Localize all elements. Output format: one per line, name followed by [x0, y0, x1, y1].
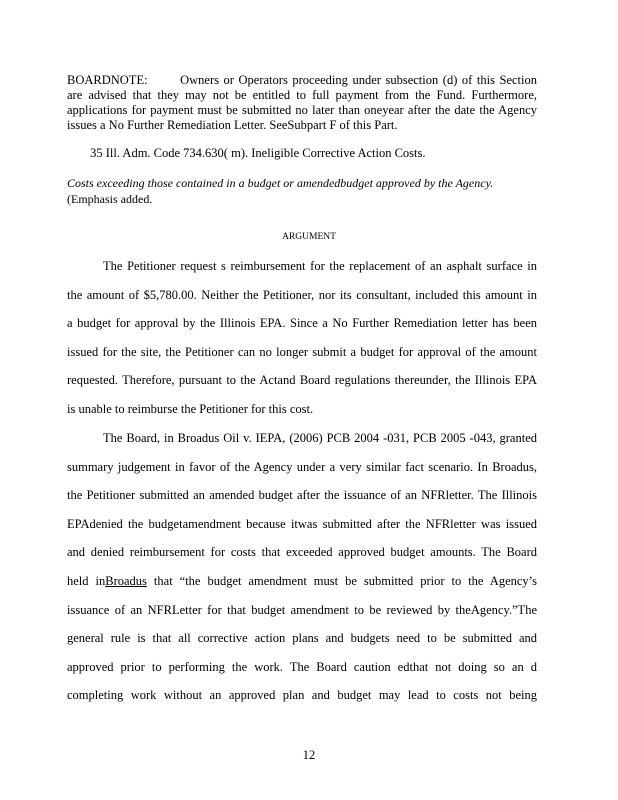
citation-bullet: [67, 146, 537, 161]
paragraph-line: approved prior to performing the work. The Board caution edthat not doing so an d: [67, 659, 537, 674]
paragraph-line: and denied reimbursement for costs that exceeded approved budget amounts. The Board: [67, 545, 537, 560]
paragraph-line: a budget for approval by the Illinois EPA. Since a No Further Remediation letter has been: [67, 316, 537, 331]
case-name-broadus: Broadus: [105, 573, 147, 588]
line-text: held in: [67, 573, 106, 588]
paragraph-line: the Petitioner submitted an amended budget after the issuance of an NFRletter. The Illinois: [67, 488, 537, 503]
section-heading: ARGUMENT: [282, 232, 336, 242]
paragraph-line: issued for the site, the Petitioner can no longer submit a budget for approval of the amount: [67, 344, 537, 359]
paragraph-line: The Petitioner request s reimbursement for the replacement of an asphalt surface in: [103, 259, 537, 273]
paragraph-line: [67, 567, 537, 596]
paragraph-1: [67, 252, 537, 424]
paragraph-line: general rule is that all corrective action plans and budgets need to be submitted and: [67, 631, 537, 646]
paragraph-line: summary judgement in favor of the Agency under a very similar fact scenario. In Broadus,: [67, 459, 537, 474]
paragraph-line: is unable to reimburse the Petitioner for this cost.: [67, 401, 314, 416]
paragraph-line: The Board, in Broadus Oil v. IEPA, (2006) PCB 2004 -031, PCB 2005 -043, granted: [103, 431, 537, 445]
line-text: that “the budget amendment must be submitted prior to the Agency’s: [146, 573, 538, 588]
paragraph-line: requested. Therefore, pursuant to the Actand Board regulations thereunder, the Illinois EPA: [67, 373, 537, 388]
quote-emphasis-note: (Emphasis added.: [67, 192, 153, 206]
board-note-text: Owners or Operators proceeding under subsection (d) of this Section are advised that they may not be entitled to full payment from the Fund. Furthermore, applications for payment must be submitted no later than oneyear after the date the Agency issues a No Further Remediation Letter. SeeSubpart F of this Part.: [67, 73, 537, 132]
paragraph-line: completing work without an approved plan and budget may lead to costs not being: [67, 688, 537, 703]
paragraph-2: [67, 424, 537, 710]
paragraph-line: issuance of an NFRLetter for that budget amendment to be reviewed by theAgency.”The: [67, 602, 537, 617]
board-note: [67, 73, 537, 133]
board-note-label: BOARDNOTE:: [67, 73, 148, 87]
citation-text: 35 Ill. Adm. Code 734.630( m). Ineligible Corrective Action Costs.: [90, 146, 426, 160]
page-number: 12: [302, 748, 316, 762]
paragraph-line: the amount of $5,780.00. Neither the Petitioner, nor its consultant, included this amount in: [67, 287, 537, 302]
quoted-regulation: [67, 175, 537, 207]
quote-italic-text: Costs exceeding those contained in a budget or amendedbudget approved by the Agency.: [67, 176, 494, 190]
paragraph-line: EPAdenied the budgetamendment because itwas submitted after the NFRletter was issued: [67, 516, 537, 531]
